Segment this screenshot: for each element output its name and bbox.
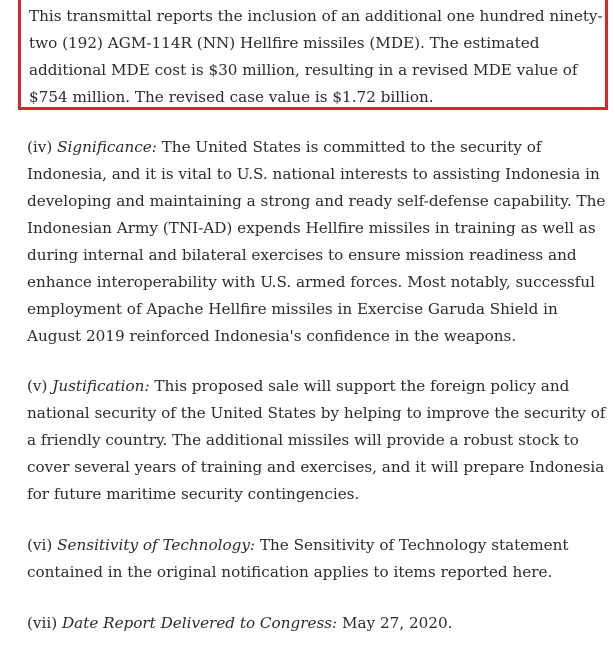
date-number: (vii)	[27, 614, 58, 632]
justification-label: Justification:	[52, 377, 150, 395]
date-label: Date Report Delivered to Congress:	[61, 614, 338, 632]
justification-text: This proposed sale will support the foreign policy and national security of the United States by helping to improve the security of a friendly country. The additional missiles will provide a robust stock to cover several years of training and exercises, and it will prepare Indonesia for future maritime security contingencies.	[27, 377, 606, 503]
sensitivity-text: The Sensitivity of Technology statement contained in the original notification applies to items reported here.	[27, 536, 569, 581]
significance-label: Significance:	[57, 138, 157, 156]
significance-paragraph	[27, 134, 607, 350]
justification-number: (v)	[27, 377, 48, 395]
significance-text: The United States is committed to the security of Indonesia, and it is vital to U.S. national interests to assisting Indonesia in developing and maintaining a strong and ready self-defense capability. The Indonesian Army (TNI-AD) expends Hellfire missiles in training as well as during internal and bilateral exercises to ensure mission readiness and enhance interoperability with U.S. armed forces. Most notably, successful employment of Apache Hellfire missiles in Exercise Garuda Shield in August 2019 reinforced Indonesia's confidence in the weapons.	[27, 138, 606, 345]
highlighted-transmittal-box	[18, 0, 608, 110]
date-paragraph	[27, 610, 607, 637]
sensitivity-number: (vi)	[27, 536, 53, 554]
transmittal-text: This transmittal reports the inclusion of an additional one hundred ninety-two (192) AGM-114R (NN) Hellfire missiles (MDE). The estimated additional MDE cost is $30 million, resulting in a revised MDE value of $754 million. The revised case value is $1.72 billion.	[29, 7, 603, 106]
date-text: May 27, 2020.	[341, 614, 453, 632]
sensitivity-paragraph	[27, 532, 607, 586]
sensitivity-label: Sensitivity of Technology:	[57, 536, 256, 554]
justification-paragraph	[27, 373, 607, 508]
significance-number: (iv)	[27, 138, 53, 156]
